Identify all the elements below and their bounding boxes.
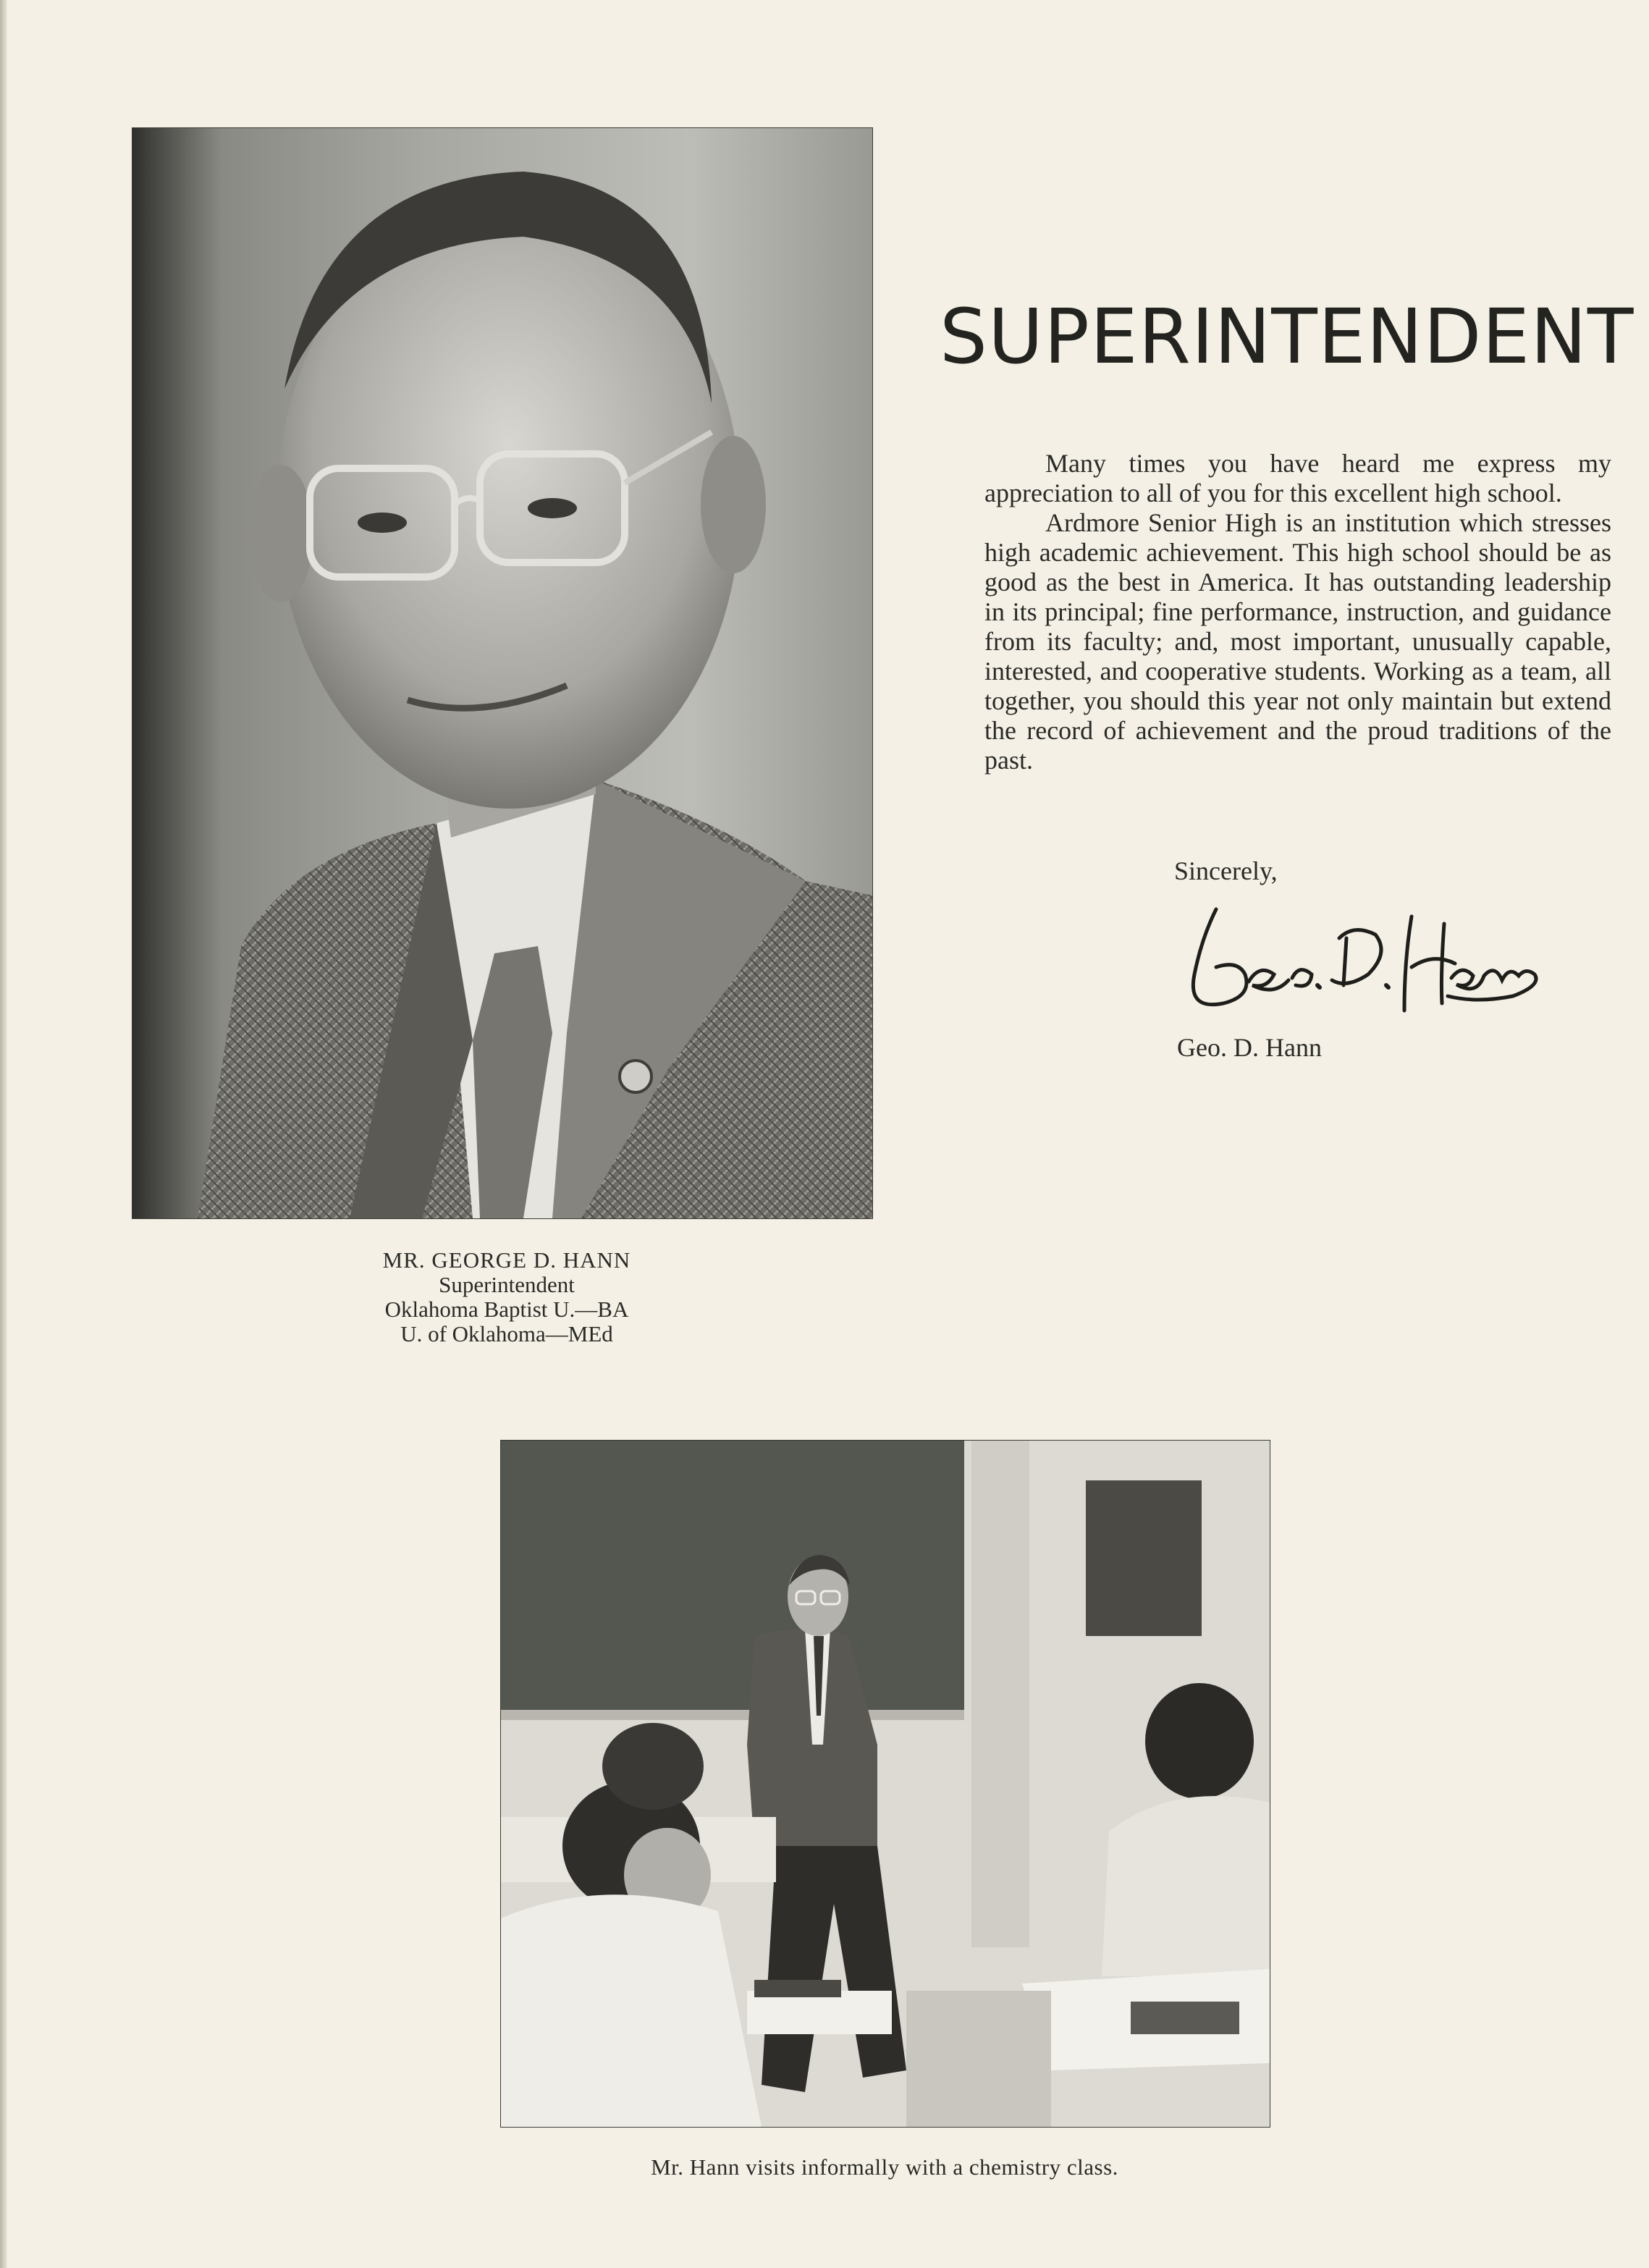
letter-paragraph-1: Many times you have heard me express my appreciation to all of you for this excellent high school.	[984, 449, 1611, 507]
letter-paragraph-2: Ardmore Senior High is an institution which stresses high academic achievement. This high school should be as good as the best in America. It has outstanding leadership in its principal; fine performance, instruction, and guidance from its faculty; and, most important, unusually capable, interested, and cooperative students. Working as a team, all together, you should this year not only maintain but extend the record of achievement and the proud traditions of the past.	[984, 508, 1611, 775]
superintendent-letter	[984, 449, 1611, 775]
class-photo-caption: Mr. Hann visits informally with a chemistry class.	[651, 2154, 1118, 2180]
page-title: SUPERINTENDENT	[940, 292, 1635, 381]
chemistry-class-photo	[500, 1440, 1270, 2128]
caption-degree-1: Oklahoma Baptist U.—BA	[384, 1297, 629, 1322]
superintendent-portrait-photo	[132, 127, 873, 1219]
caption-role: Superintendent	[439, 1272, 575, 1297]
portrait-illustration	[132, 128, 872, 1218]
signer-name: Geo. D. Hann	[1177, 1033, 1322, 1062]
portrait-caption	[319, 1248, 695, 1346]
handwritten-signature	[1173, 895, 1549, 1025]
classroom-illustration	[501, 1441, 1270, 2127]
page-binding-edge	[0, 0, 7, 2268]
caption-degree-2: U. of Oklahoma—MEd	[400, 1321, 613, 1346]
caption-name: MR. GEORGE D. HANN	[382, 1247, 631, 1273]
letter-closing: Sincerely,	[1174, 856, 1278, 885]
